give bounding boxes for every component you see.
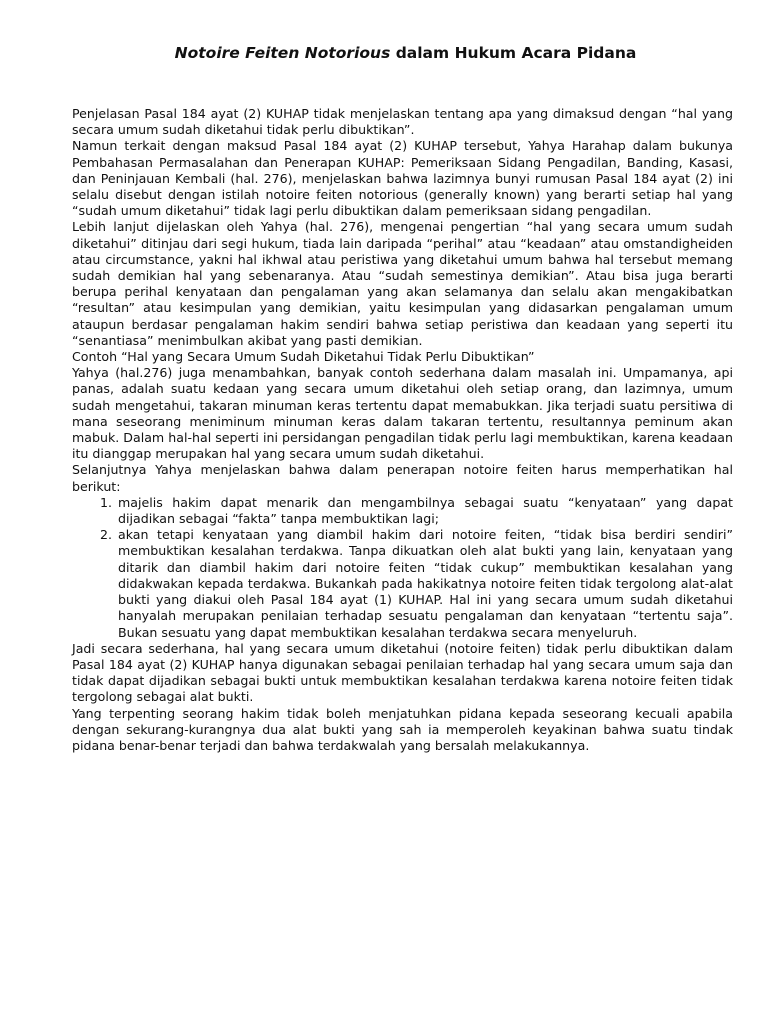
title-italic-part: Notoire Feiten Notorious [174, 44, 391, 62]
document-title [72, 40, 733, 66]
title-rest-part: dalam Hukum Acara Pidana [390, 44, 637, 62]
list-item: 1. majelis hakim dapat menarik dan mengambilnya sebagai suatu “kenyataan” yang dapat dijadikan sebagai “fakta” tanpa membuktikan lagi; [116, 495, 733, 527]
paragraph-pengertian: Lebih lanjut dijelaskan oleh Yahya (hal. 276), mengenai pengertian “hal yang secara umum sudah diketahui” ditinjau dari segi hukum, tiada lain daripada “perihal” atau “keadaan” atau omstandigheiden atau circumstance, yakni hal ikhwal atau peristiwa yang diketahui umum bahwa hal tersebut memang sudah demikian hal yang sebenaranya. Atau “sudah semestinya demikian”. Atau bisa juga berarti berupa perihal kenyataan dan pengalaman yang akan selamanya dan selalu akan mengakibatkan “resultan” atau kesimpulan yang demikian, yaitu kesimpulan yang didasarkan pengalaman umum ataupun berdasar pengalaman hakim sendiri bahwa setiap peristiwa dan keadaan yang seperti itu “senantiasa” menimbulkan akibat yang pasti demikian. [72, 219, 733, 348]
paragraph-kesimpulan: Jadi secara sederhana, hal yang secara umum diketahui (notoire feiten) tidak perlu dibuktikan dalam Pasal 184 ayat (2) KUHAP hanya digunakan sebagai penilaian terhadap hal yang secara umum saja dan tidak dapat dijadikan sebagai bukti untuk membuktikan kesalahan terdakwa karena notoire feiten tidak tergolong sebagai alat bukti. [72, 640, 733, 705]
paragraph-selanjutnya: Selanjutnya Yahya menjelaskan bahwa dalam penerapan notoire feiten harus memperhatikan hal berikut: [72, 462, 733, 494]
paragraph-penutup: Yang terpenting seorang hakim tidak boleh menjatuhkan pidana kepada seseorang kecuali apabila dengan sekurang-kurangnya dua alat bukti yang sah ia memperoleh keyakinan bahwa suatu tindak pidana benar-benar terjadi dan bahwa terdakwalah yang bersalah melakukannya. [72, 705, 733, 753]
paragraph-yahya-harahap: Namun terkait dengan maksud Pasal 184 ayat (2) KUHAP tersebut, Yahya Harahap dalam bukunya Pembahasan Permasalahan dan Penerapan KUHAP: Pemeriksaan Sidang Pengadilan, Banding, Kasasi, dan Peninjauan Kembali (hal. 276), menjelaskan bahwa lazimnya bunyi rumusan Pasal 184 ayat (2) ini selalu disebut dengan istilah notoire feiten notorious (generally known) yang berarti setiap hal yang “sudah umum diketahui” tidak lagi perlu dibuktikan dalam pemeriksaan sidang pengadilan. [72, 138, 733, 219]
list-item: 2. akan tetapi kenyataan yang diambil hakim dari notoire feiten, “tidak bisa berdiri sendiri” membuktikan kesalahan terdakwa. Tanpa dikuatkan oleh alat bukti yang lain, kenyataan yang ditarik dan diambil hakim dari notoire feiten “tidak cukup” membuktikan kesalahan yang didakwakan kepada terdakwa. Bukankah pada hakikatnya notoire feiten tidak tergolong alat-alat bukti yang diakui oleh Pasal 184 ayat (1) KUHAP. Hal ini yang secara umum sudah diketahui hanyalah merupakan penilaian terhadap sesuatu pengalaman dan kenyataan “tertentu saja”. Bukan sesuatu yang dapat membuktikan kesalahan terdakwa secara menyeluruh. [116, 527, 733, 640]
paragraph-subheading-contoh: Contoh “Hal yang Secara Umum Sudah Diketahui Tidak Perlu Dibuktikan” [72, 349, 535, 365]
document-body [72, 106, 733, 754]
paragraph-intro: Penjelasan Pasal 184 ayat (2) KUHAP tidak menjelaskan tentang apa yang dimaksud dengan “hal yang secara umum sudah diketahui tidak perlu dibuktikan”. [72, 106, 733, 138]
paragraph-contoh: Yahya (hal.276) juga menambahkan, banyak contoh sederhana dalam masalah ini. Umpamanya, api panas, adalah suatu kedaan yang secara umum diketahui oleh setiap orang, dan lazimnya, umum sudah mengetahui, takaran minuman keras tertentu dapat memabukkan. Jika terjadi suatu persitiwa di mana seseorang meniminum minuman keras dalam takaran tertentu, resultannya peminum akan mabuk. Dalam hal-hal seperti ini persidangan pengadilan tidak perlu lagi membuktikan, karena keadaan itu dianggap merupakan hal yang secara umum sudah diketahui. [72, 365, 733, 462]
criteria-list [72, 495, 733, 641]
document-page [72, 40, 733, 754]
